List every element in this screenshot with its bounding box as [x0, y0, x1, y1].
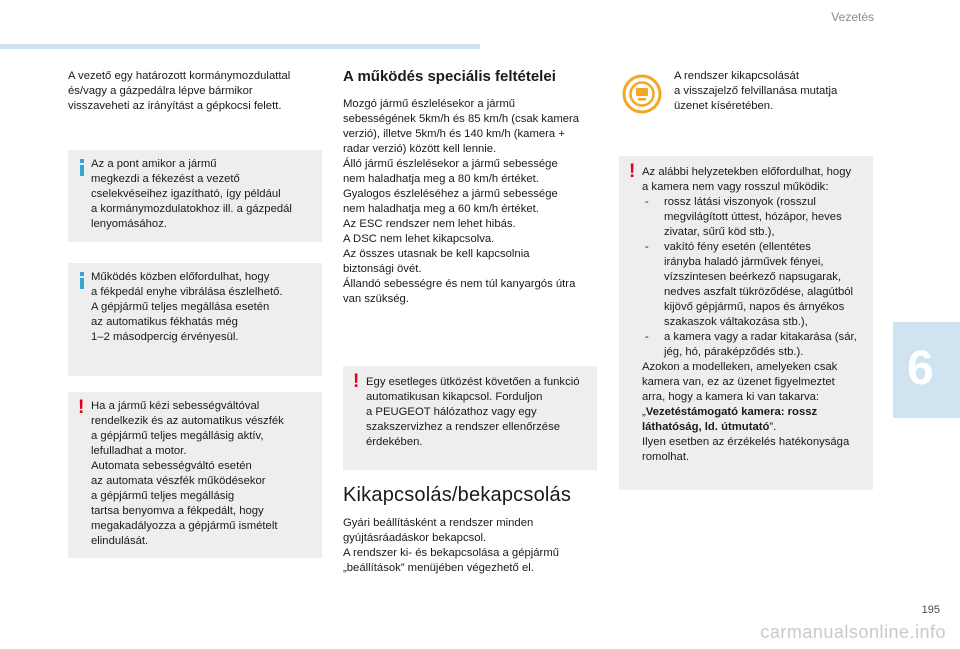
deactivation-indicator-text: A rendszer kikapcsolását a visszajelző felvillanása mutatja üzenet kíséretében.: [674, 70, 838, 112]
list-item-text: a kamera vagy a radar kitakarása (sár, jég, hó, páraképződés stb.).: [664, 331, 857, 358]
quote-close: ”.: [769, 421, 777, 433]
list-item-text: rossz látási viszonyok (rosszul megvilágított úttest, hózápor, heves zivatar, sűrű köd stb.),: [664, 196, 842, 238]
camera-only-note: Azokon a modelleken, amelyeken csak kamera van, ez az üzenet figyelmeztet arra, hogy a kamera ki van takarva:: [642, 361, 838, 403]
special-conditions-heading: A működés speciális feltételei: [343, 68, 556, 85]
warning-box-2: [343, 366, 597, 470]
chapter-number: 6: [907, 342, 934, 395]
warning-box-3: [619, 156, 873, 490]
info-icon: [80, 159, 84, 176]
warning-icon: !: [78, 397, 85, 418]
warning-box-2-text: Egy esetleges ütközést követően a funkció automatikusan kikapcsol. Forduljon a PEUGEOT hálózathoz vagy egy szakszervizhez a rendszer ellenőrzése érdekében.: [366, 376, 580, 448]
info-box-2-text: Működés közben előfordulhat, hogy a fékpedál enyhe vibrálása észlelhető. A gépjármű teljes megállása esetén az automatikus fékhatás még 1–2 másodpercig érvényesül.: [91, 271, 283, 343]
info-box-1-text: Az a pont amikor a jármű megkezdi a fékezést a vezető cselekvéseihez igazítható, így például a kormánymozdulatokhoz ill. a gázpedál lenyomásához.: [91, 158, 292, 230]
camera-message-bold: Vezetéstámogató kamera: rossz láthatóság, ld. útmutató: [642, 406, 818, 433]
page-number: 195: [921, 604, 940, 616]
warning-box-1: [68, 392, 322, 558]
intro-paragraph: A vezető egy határozott kormánymozdulattal és/vagy a gázpedálra lépve bármikor visszaveheti az irányítást a gépkocsi felett.: [68, 70, 291, 112]
section-title: Vezetés: [831, 10, 874, 24]
quote-open: „: [642, 406, 646, 418]
warning-icon: !: [629, 161, 636, 182]
warning-box-1-text: Ha a jármű kézi sebességváltóval rendelkezik és az automatikus vészfék a gépjármű teljes megállásig aktív, lefulladhat a motor. Automata sebességváltó esetén az automata vészfék működésekor a gépjármű teljes megállásig tartsa benyomva a fékpedált, hogy megakadályozza a gépjármű ismételt elindulását.: [91, 400, 284, 547]
watermark: carmanualsonline.info: [760, 622, 946, 642]
detection-efficiency-note: Ilyen esetben az érzékelés hatékonysága romolhat.: [642, 436, 850, 463]
info-box-2: [68, 263, 322, 376]
info-box-1: [68, 150, 322, 242]
deactivation-heading: Kikapcsolás/bekapcsolás: [343, 484, 572, 506]
chapter-tab: [893, 322, 960, 418]
camera-conditions-intro: Az alábbi helyzetekben előfordulhat, hogy a kamera nem vagy rosszul működik:: [642, 166, 852, 193]
list-item: - rossz látási viszonyok (rosszul megvilágított úttest, hózápor, heves zivatar, sűrű köd stb.),: [645, 196, 842, 238]
list-item-text: vakító fény esetén (ellentétes irányba haladó járművek fényei, vízszintesen beérkező napsugarak, nedves aszfalt tükröződése, alagútból kijövő gépjármű, napos és árnyékos szakaszok váltakozása stb.),: [664, 241, 854, 328]
list-item: - a kamera vagy a radar kitakarása (sár, jég, hó, páraképződés stb.).: [645, 331, 857, 358]
warning-icon: !: [353, 371, 360, 392]
deactivation-text: Gyári beállításként a rendszer minden gyújtásráadáskor bekapcsol. A rendszer ki- és bekapcsolása a gépjármű „beállítások” menüjében végezhető el.: [343, 517, 560, 574]
camera-message: [642, 405, 872, 435]
camera-warning-icon: [622, 74, 662, 114]
special-conditions-text: Mozgó jármű észlelésekor a jármű sebességének 5km/h és 85 km/h (csak kamera verzió), illetve 5km/h és 140 km/h (kamera + radar verzió) között kell lennie. Álló jármű észlelésekor a jármű sebessége nem haladhatja meg a 80 km/h értéket. Gyalogos észleléséhez a jármű sebessége nem haladhatja meg a 60 km/h értéket. Az ESC rendszer nem lehet hibás. A DSC nem lehet kikapcsolva. Az összes utasnak be kell kapcsolnia biztonsági övét. Állandó sebességre és nem túl kanyargós útra van szükség.: [343, 98, 580, 305]
list-item: - vakító fény esetén (ellentétes irányba haladó járművek fényei, vízszintesen beérkező napsugarak, nedves aszfalt tükröződése, alagútból kijövő gépjármű, napos és árnyékos szakaszok váltakozása stb.),: [645, 241, 854, 328]
header-accent-bar: [0, 44, 480, 49]
info-icon: [80, 272, 84, 289]
